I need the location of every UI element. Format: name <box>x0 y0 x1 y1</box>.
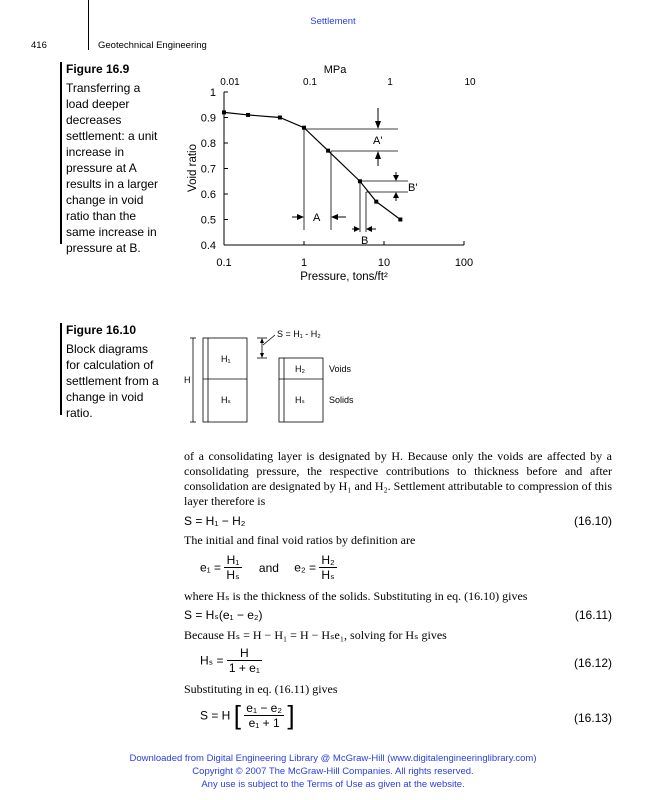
caption-line: settlement: a unit <box>66 129 158 143</box>
caption-line: settlement from a <box>66 374 159 388</box>
eq4-denominator: e₁ + 1 <box>248 716 280 730</box>
arrow-A-right <box>297 214 304 220</box>
y-tick-label: 1 <box>209 87 216 99</box>
eq3-fraction <box>227 646 262 675</box>
equation-number-16-11: (16.11) <box>574 608 612 622</box>
data-point <box>278 116 282 120</box>
label-settlement: S = H₁ - H₂ <box>277 329 321 339</box>
footer-download-link[interactable]: Downloaded from Digital Engineering Library @ McGraw-Hill (www.digitalengineeringlibrary.com) <box>129 753 537 764</box>
arrow-Bprime-down <box>393 175 399 181</box>
figure-16-9-caption <box>66 80 158 256</box>
equation-16-10: S = H₁ − H₂ <box>184 514 246 528</box>
caption-line: decreases <box>66 113 122 127</box>
e1-lhs: e₁ = <box>200 560 222 575</box>
data-point <box>398 218 402 222</box>
label-Hs-left: Hₛ <box>221 395 231 405</box>
data-point <box>222 110 226 114</box>
caption-line: increase in <box>66 145 125 159</box>
running-title: Settlement <box>310 16 356 27</box>
e2-lhs: e₂ = <box>294 560 316 575</box>
annotation-A: A <box>313 212 321 224</box>
caption-line: ratio than the <box>66 209 137 223</box>
top-tick-label: 10 <box>464 77 476 88</box>
caption-bar <box>60 323 62 415</box>
footer-copyright: Copyright © 2007 The McGraw-Hill Companies. All rights reserved. <box>192 766 474 777</box>
y-tick-label: 0.5 <box>200 214 216 227</box>
arrow-B-right <box>354 226 360 232</box>
header-rule <box>88 0 89 50</box>
arrow-A-left <box>331 214 338 220</box>
data-point <box>246 113 250 117</box>
eq4-numerator: e₁ − e₂ <box>246 701 283 715</box>
x-axis-title: Pressure, tons/ft² <box>300 271 388 283</box>
eq4-fraction <box>244 701 284 730</box>
annotation-B: B <box>361 235 369 247</box>
top-tick-label: 0.01 <box>220 77 240 88</box>
caption-line: change in void <box>66 390 144 404</box>
paragraph-1: of a consolidating layer is designated by H. Because only the voids are affected by a consolidating pressure, the respective contributions to thickness before and after consolidation are designated by H₁ and H₂. Settlement attributable to compression of this layer therefore is <box>184 449 612 508</box>
y-axis-title: Void ratio <box>187 144 199 192</box>
caption-line: same increase in <box>66 225 157 239</box>
y-tick-label: 0.7 <box>200 163 216 176</box>
void-ratio-chart <box>180 60 500 290</box>
e2-numerator: H₂ <box>321 553 335 567</box>
paragraph-2: The initial and final void ratios by definition are <box>184 533 416 547</box>
caption-line: Block diagrams <box>66 342 149 356</box>
label-H: H <box>184 375 191 385</box>
caption-line: for calculation of <box>66 358 154 372</box>
paragraph-3: where Hₛ is the thickness of the solids. Substituting in eq. (16.10) gives <box>184 589 528 603</box>
equation-number-16-12: (16.12) <box>573 656 612 670</box>
page-number: 416 <box>31 40 47 51</box>
y-tick-label: 0.6 <box>200 189 216 201</box>
eq3-numerator: H <box>227 646 262 661</box>
label-Hs-right: Hₛ <box>295 395 305 405</box>
y-tick-label: 0.9 <box>200 112 216 125</box>
block-diagram <box>175 325 375 425</box>
void-ratio-definitions <box>200 553 628 587</box>
top-tick-label: 0.1 <box>303 77 317 88</box>
e1-denominator: Hₛ <box>226 568 240 582</box>
eq3-lhs: Hₛ = <box>200 653 224 668</box>
label-H2: H₂ <box>295 364 305 374</box>
x-tick-label: 1 <box>300 257 308 269</box>
equation-16-11: S = Hₛ(e₁ − e₂) <box>184 608 263 622</box>
y-tick-label: 0.4 <box>200 240 216 252</box>
x-tick-label: 100 <box>454 257 474 269</box>
paragraph-4: Because Hₛ = H − H₁ = H − Hₛe₁, solving for Hₛ gives <box>184 628 447 642</box>
caption-line: change in void <box>66 193 144 207</box>
footer-terms-link[interactable]: Any use is subject to the Terms of Use as given at the website. <box>201 779 465 790</box>
equation-number-16-10: (16.10) <box>573 514 612 528</box>
footer <box>0 752 666 791</box>
caption-line: pressure at B. <box>66 241 141 255</box>
top-axis-label: MPa <box>323 64 347 76</box>
data-point <box>374 200 378 204</box>
e2-fraction <box>319 553 336 582</box>
annotation-A-prime: A' <box>373 135 383 147</box>
left-bracket: [ <box>233 700 241 730</box>
y-tick-label: 0.8 <box>200 138 216 150</box>
caption-line: results in a larger <box>66 177 159 191</box>
caption-line: load deeper <box>66 97 130 111</box>
equation-number-16-13: (16.13) <box>573 711 612 725</box>
book-title: Geotechnical Engineering <box>98 40 207 51</box>
label-H1: H₁ <box>221 354 231 364</box>
figure-16-9-label: Figure 16.9 <box>66 62 130 76</box>
e1-numerator: H₁ <box>224 553 241 568</box>
equation-16-13 <box>200 700 628 736</box>
x-tick-label: 0.1 <box>216 257 232 269</box>
annotation-arrows <box>292 108 399 232</box>
e2-denominator: Hₛ <box>321 568 335 582</box>
and-word: and <box>258 560 279 575</box>
figure-16-10-label: Figure 16.10 <box>66 323 137 337</box>
annotation-B-prime: B' <box>408 182 418 194</box>
x-tick-label: 10 <box>377 257 391 269</box>
equation-16-12 <box>200 646 628 680</box>
caption-line: ratio. <box>66 406 93 420</box>
arrow-Aprime-down <box>375 121 381 129</box>
data-point <box>326 149 330 153</box>
figure-16-10-caption <box>66 341 159 421</box>
top-tick-label: 1 <box>387 77 393 88</box>
series-line <box>224 112 400 219</box>
label-solids: Solids <box>329 395 354 405</box>
eq3-denominator: 1 + e₁ <box>228 661 260 675</box>
right-bracket: ] <box>287 700 295 730</box>
leader-line <box>263 335 275 345</box>
label-voids: Voids <box>329 364 352 374</box>
caption-line: Transferring a <box>66 81 141 95</box>
arrow-Aprime-up <box>375 151 381 159</box>
arrow-B-left <box>366 226 372 232</box>
arrow-Bprime-up <box>393 192 399 198</box>
eq4-lhs: S = H <box>200 708 231 723</box>
e1-fraction <box>224 553 241 582</box>
paragraph-5: Substituting in eq. (16.11) gives <box>184 682 338 696</box>
initial-block <box>203 338 247 422</box>
caption-line: pressure at A <box>66 161 137 175</box>
caption-bar <box>60 62 62 244</box>
